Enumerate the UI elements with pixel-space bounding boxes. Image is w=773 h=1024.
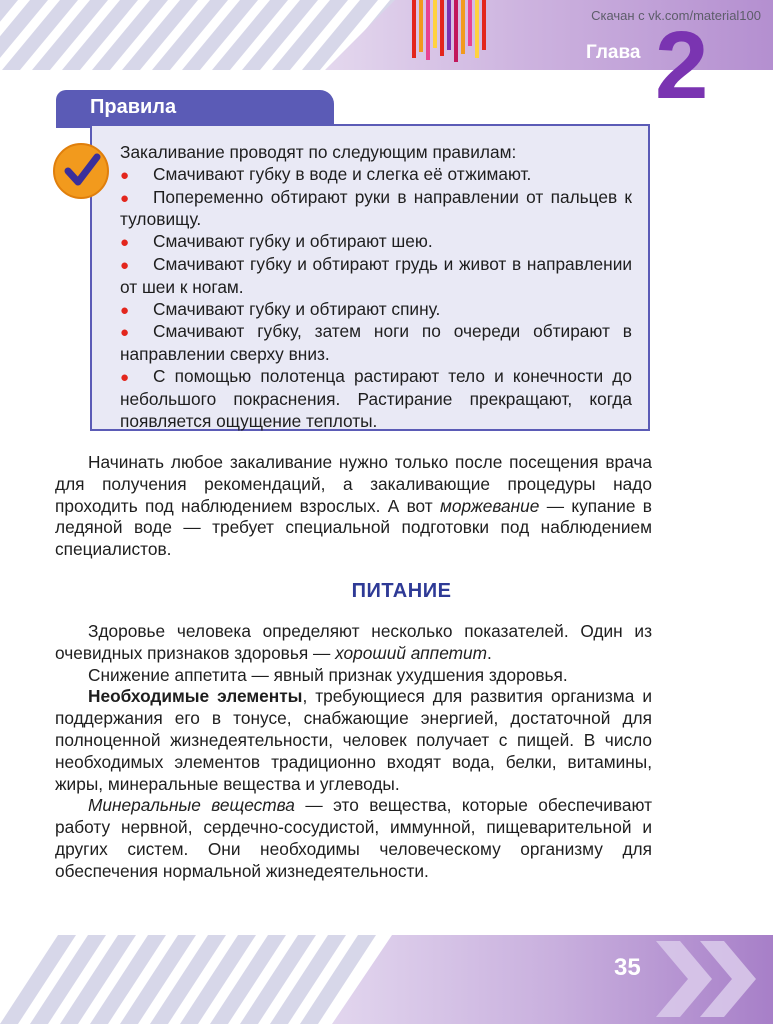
nutrition-paragraph: Необходимые элементы, требующиеся для развития организма и поддержания его в тонусе, снабжающие энергией, достаточной для полноценной жизнедеятельности, человек получает с пищей. В число необходимых элементов традиционно входят вода, белки, витамины, жиры, минеральные вещества и углеводы. xyxy=(55,686,652,794)
term-bold: Необходимые элементы xyxy=(88,686,303,707)
rules-item: ● С помощью полотенца растирают тело и конечности до небольшого покраснения. Растирание прекращают, когда появляется ощущение теплоты. xyxy=(120,365,632,431)
bullet-icon: ● xyxy=(120,324,130,342)
rules-tab-title: Правила xyxy=(90,96,177,118)
nutrition-paragraph: Здоровье человека определяют несколько показателей. Один из очевидных признаков здоровья — хороший аппетит. xyxy=(55,621,652,663)
chapter-label: Глава xyxy=(586,42,641,63)
rules-list xyxy=(120,142,632,432)
page-footer xyxy=(0,935,773,1024)
rules-item: ● Смачивают губку и обтирают спину. xyxy=(120,299,632,322)
rules-item: ● Смачивают губку и обтирают шею. xyxy=(120,231,632,254)
term-italic: хороший аппетит xyxy=(335,642,488,663)
rules-intro: Закаливание проводят по следующим правилам: xyxy=(120,142,517,162)
rules-tab xyxy=(56,90,334,128)
bullet-icon: ● xyxy=(120,368,130,386)
rules-item: ● Смачивают губку и обтирают грудь и живот в направлении от шеи к ногам. xyxy=(120,253,632,297)
term-italic: моржевание xyxy=(440,495,540,516)
bullet-icon: ● xyxy=(120,166,130,184)
bullet-icon: ● xyxy=(120,234,130,252)
nutrition-text xyxy=(55,621,652,883)
watermark-text: Скачан с vk.com/material100 xyxy=(591,8,761,23)
section-title: ПИТАНИЕ xyxy=(351,580,452,602)
hardening-paragraph: Начинать любое закаливание нужно только после посещения врача для получения рекомендаций, а закаливающие процедуры надо проходить под наблюдением взрослых. А вот моржевание — купание в ледяной воде — требует специальной подготовки под наблюдением специалистов. xyxy=(55,452,652,560)
term-italic: Минеральные вещества xyxy=(88,795,295,816)
bullet-icon: ● xyxy=(120,189,130,207)
color-bars-decoration xyxy=(412,0,492,62)
page-number: 35 xyxy=(614,954,641,981)
bullet-icon: ● xyxy=(120,301,130,319)
nutrition-paragraph: Минеральные вещества — это вещества, которые обеспечивают работу нервной, сердечно-сосудистой, иммунной, пищеварительной и других систем. Они необходимы человеческому организму для обеспечения нормальной жизнедеятельности. xyxy=(55,795,652,881)
checkmark-icon xyxy=(52,142,110,200)
nutrition-paragraph: Снижение аппетита — явный признак ухудшения здоровья. xyxy=(88,664,568,685)
bullet-icon: ● xyxy=(120,256,130,274)
chapter-number: 2 xyxy=(655,12,709,119)
rules-item: ● Смачивают губку в воде и слегка её отжимают. xyxy=(120,164,632,187)
rules-item: ● Попеременно обтирают руки в направлении от пальцев к туловищу. xyxy=(120,186,632,230)
rules-item: ● Смачивают губку, затем ноги по очереди обтирают в направлении сверху вниз. xyxy=(120,321,632,365)
